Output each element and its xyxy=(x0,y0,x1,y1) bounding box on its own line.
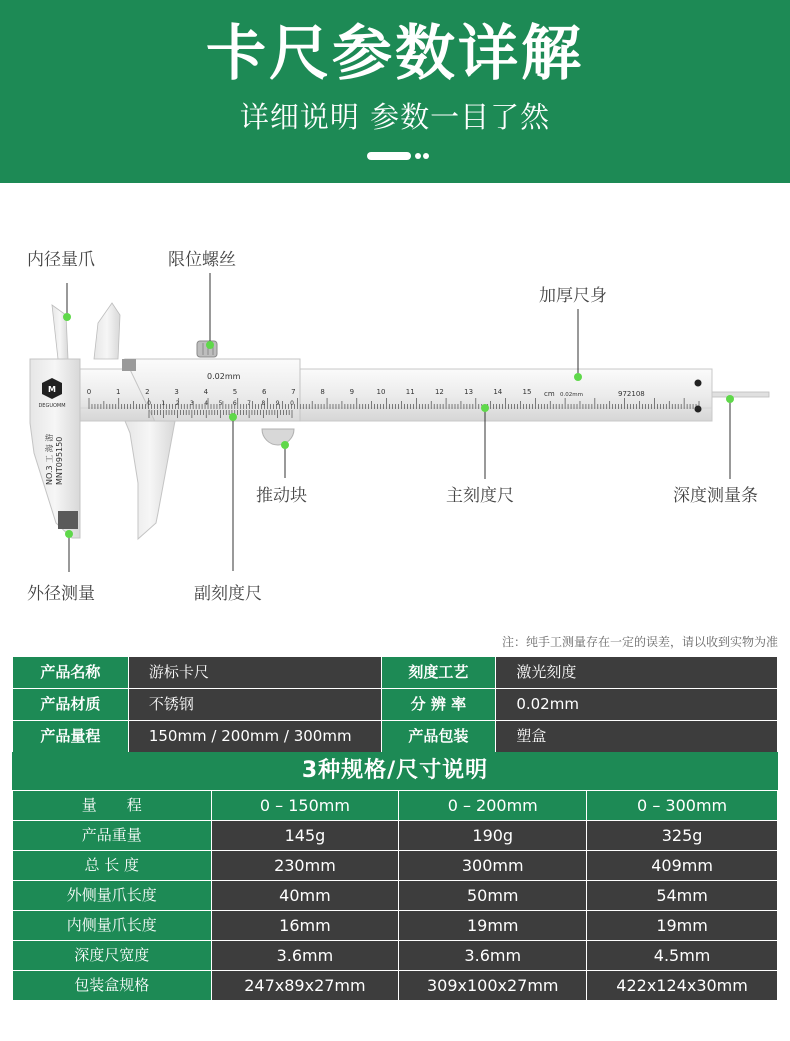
info-value: 0.02mm xyxy=(496,689,778,721)
spec-cell: 4.5mm xyxy=(587,941,778,971)
marker-dot xyxy=(63,313,71,321)
vernier-scale-number: 3 xyxy=(189,400,194,407)
small-mark: 0.02mm xyxy=(560,392,583,398)
main-scale-number: 8 xyxy=(320,388,325,396)
marker-dot xyxy=(481,404,489,412)
main-scale-number: 4 xyxy=(203,388,209,396)
beam-hole xyxy=(695,380,702,387)
vernier-scale-number: 6 xyxy=(232,400,237,407)
spec-cell: 309x100x27mm xyxy=(399,971,587,1001)
cm-label: cm xyxy=(544,390,555,398)
marker-dot xyxy=(206,341,214,349)
main-scale-number: 2 xyxy=(145,388,150,396)
spec-row-label: 外侧量爪长度 xyxy=(13,881,212,911)
info-label: 产品材质 xyxy=(13,689,129,721)
marker-dot xyxy=(65,530,73,538)
brand-logo-text: DEGUOMM xyxy=(38,403,66,409)
spec-row-label: 总 长 度 xyxy=(13,851,212,881)
vernier-scale-number: 7 xyxy=(247,400,252,407)
spec-row xyxy=(13,941,778,971)
info-value: 游标卡尺 xyxy=(128,657,381,689)
svg-text:M: M xyxy=(48,385,56,394)
spec-row xyxy=(13,851,778,881)
spec-cell: 40mm xyxy=(211,881,399,911)
spec-row xyxy=(13,971,778,1001)
marker-dot xyxy=(281,441,289,449)
info-value: 不锈钢 xyxy=(128,689,381,721)
spec-row-label: 深度尺宽度 xyxy=(13,941,212,971)
beam-hole xyxy=(695,406,702,413)
spec-header-cell: 0 – 300mm xyxy=(587,791,778,821)
sliding-outer-jaw xyxy=(125,421,175,539)
main-scale-number: 5 xyxy=(232,388,238,396)
info-label: 产品名称 xyxy=(13,657,129,689)
spec-cell: 300mm xyxy=(399,851,587,881)
main-scale-number: 1 xyxy=(115,388,121,396)
vernier-scale-number: 4 xyxy=(204,400,209,407)
info-row xyxy=(13,689,778,721)
model-text-1: NO.3 工 海 游 xyxy=(45,433,54,485)
spec-cell: 190g xyxy=(399,821,587,851)
main-scale-number: 14 xyxy=(493,388,503,396)
marker-dot xyxy=(726,395,734,403)
spec-cell: 247x89x27mm xyxy=(211,971,399,1001)
spec-row xyxy=(13,881,778,911)
callout-inner-jaw: 内径量爪 xyxy=(27,250,95,270)
title-decoration xyxy=(367,152,429,160)
spec-row-label: 内侧量爪长度 xyxy=(13,911,212,941)
info-row xyxy=(13,721,778,753)
caliper-diagram xyxy=(0,183,790,633)
vernier-scale-number: 2 xyxy=(175,400,180,407)
spec-row-label: 产品重量 xyxy=(13,821,212,851)
info-label: 产品量程 xyxy=(13,721,129,753)
spec-cell: 145g xyxy=(211,821,399,851)
main-scale-number: 0 xyxy=(86,388,92,396)
depth-rod xyxy=(705,392,769,397)
spec-cell: 16mm xyxy=(211,911,399,941)
serial-number: 972108 xyxy=(618,390,645,398)
spec-cell: 325g xyxy=(587,821,778,851)
callout-main-scale: 主刻度尺 xyxy=(446,486,514,506)
vernier-scale-number: 9 xyxy=(275,400,280,407)
spec-cell: 409mm xyxy=(587,851,778,881)
callout-vernier-scale: 副刻度尺 xyxy=(194,584,262,604)
main-scale-number: 12 xyxy=(434,388,444,396)
spec-cell: 54mm xyxy=(587,881,778,911)
spec-header-cell: 0 – 200mm xyxy=(399,791,587,821)
main-scale-number: 15 xyxy=(522,388,532,396)
marker-dot xyxy=(574,373,582,381)
spec-header-cell: 0 – 150mm xyxy=(211,791,399,821)
info-label: 分 辨 率 xyxy=(381,689,496,721)
spec-row xyxy=(13,911,778,941)
callout-thick-body: 加厚尺身 xyxy=(539,286,607,306)
info-label: 产品包装 xyxy=(381,721,496,753)
main-scale-number: 11 xyxy=(405,388,415,396)
page-header xyxy=(0,0,790,183)
spec-row xyxy=(13,821,778,851)
callout-outer-jaw: 外径测量 xyxy=(27,584,95,604)
spec-table xyxy=(12,790,778,1001)
thumb-roller xyxy=(262,429,294,445)
resolution-mark: 0.02mm xyxy=(207,372,241,381)
model-text-2: MNT095150 xyxy=(55,436,64,485)
info-value: 激光刻度 xyxy=(496,657,778,689)
spec-cell: 19mm xyxy=(587,911,778,941)
spec-header-row xyxy=(13,791,778,821)
main-scale-number: 13 xyxy=(464,388,474,396)
vernier-scale-number: 0 xyxy=(147,400,151,407)
main-scale-number: 3 xyxy=(174,388,179,396)
info-value: 塑盒 xyxy=(496,721,778,753)
callout-lock-screw: 限位螺丝 xyxy=(168,250,236,270)
spec-cell: 422x124x30mm xyxy=(587,971,778,1001)
vernier-scale-number: 8 xyxy=(261,400,266,407)
main-scale-number: 9 xyxy=(349,388,355,396)
spec-cell: 3.6mm xyxy=(399,941,587,971)
marker-dot xyxy=(229,413,237,421)
spec-title: 3种规格/尺寸说明 xyxy=(12,752,778,790)
spec-cell: 3.6mm xyxy=(211,941,399,971)
callout-thumb-roller: 推动块 xyxy=(256,486,307,506)
fixed-inner-jaw xyxy=(52,305,68,359)
vernier-scale-number: 0 xyxy=(290,400,294,407)
info-label: 刻度工艺 xyxy=(381,657,496,689)
main-scale-number: 10 xyxy=(376,388,386,396)
info-row xyxy=(13,657,778,689)
callout-depth-rod: 深度测量条 xyxy=(673,486,758,506)
caliper-illustration xyxy=(0,183,790,633)
spec-cell: 19mm xyxy=(399,911,587,941)
disclaimer-note: 注：纯手工测量存在一定的误差，请以收到实物为准 xyxy=(501,635,778,649)
info-value: 150mm / 200mm / 300mm xyxy=(128,721,381,753)
vernier-scale-number: 1 xyxy=(161,400,166,407)
main-scale-number: 7 xyxy=(291,388,296,396)
spec-cell: 230mm xyxy=(211,851,399,881)
main-scale-number: 6 xyxy=(261,388,267,396)
product-info-table xyxy=(12,656,778,753)
spec-header-label: 量 程 xyxy=(13,791,212,821)
spec-cell: 50mm xyxy=(399,881,587,911)
spec-row-label: 包装盒规格 xyxy=(13,971,212,1001)
sliding-inner-jaw xyxy=(94,303,120,359)
vernier-scale-number: 5 xyxy=(218,400,223,407)
page-subtitle: 详细说明 参数一目了然 xyxy=(239,100,551,134)
page-title: 卡尺参数详解 xyxy=(206,19,584,89)
